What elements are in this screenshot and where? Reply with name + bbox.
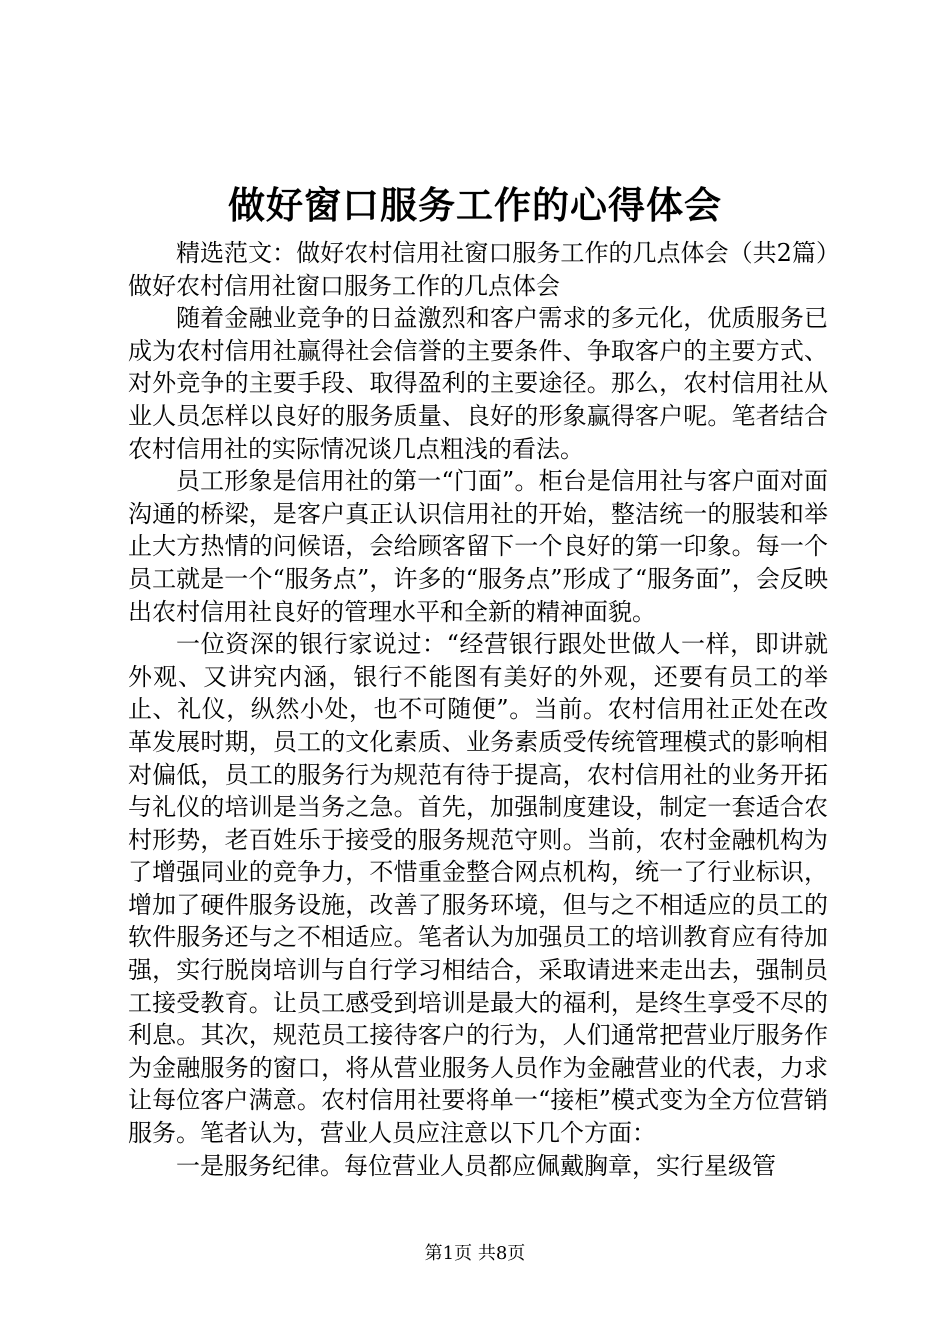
- document-body: [128, 237, 828, 1182]
- paragraph-employee-image: 员工形象是信用社的第一“门面”。柜台是信用社与客户面对面沟通的桥梁，是客户真正认识信用社的开始，整洁统一的服装和举止大方热情的问候语，会给顾客留下一个良好的第一印象。每一个员工就是一个“服务点”，许多的“服务点”形成了“服务面”，会反映出农村信用社良好的管理水平和全新的精神面貌。: [128, 467, 828, 626]
- document-title: 做好窗口服务工作的心得体会: [228, 183, 722, 227]
- page-footer: 第1页 共8页: [424, 1243, 526, 1264]
- paragraph-banker-quote: 一位资深的银行家说过：“经营银行跟处世做人一样，即讲就外观、又讲究内涵，银行不能图有美好的外观，还要有员工的举止、礼仪，纵然小处，也不可随便”。当前。农村信用社正处在改革发展时期，员工的文化素质、业务素质受传统管理模式的影响相对偏低，员工的服务行为规范有待于提高，农村信用社的业务开拓与礼仪的培训是当务之急。首先，加强制度建设，制定一套适合农村形势，老百姓乐于接受的服务规范守则。当前，农村金融机构为了增强同业的竞争力，不惜重金整合网点机构，统一了行业标识，增加了硬件服务设施，改善了服务环境，但与之不相适应的员工的软件服务还与之不相适应。笔者认为加强员工的培训教育应有待加强，实行脱岗培训与自行学习相结合，采取请进来走出去，强制员工接受教育。让员工感受到培训是最大的福利，是终生享受不尽的利息。其次，规范员工接待客户的行为，人们通常把营业厅服务作为金融服务的窗口，将从营业服务人员作为金融营业的代表，力求让每位客户满意。农村信用社要将单一“接柜”模式变为全方位营销服务。笔者认为，营业人员应注意以下几个方面：: [128, 630, 828, 1148]
- paragraph-background: 随着金融业竞争的日益激烈和客户需求的多元化，优质服务已成为农村信用社赢得社会信誉的主要条件、争取客户的主要方式、对外竞争的主要手段、取得盈利的主要途径。那么，农村信用社从业人员怎样以良好的服务质量、良好的形象赢得客户呢。笔者结合农村信用社的实际情况谈几点粗浅的看法。: [128, 304, 828, 463]
- paragraph-intro: 精选范文：做好农村信用社窗口服务工作的几点体会（共2篇）做好农村信用社窗口服务工作的几点体会: [128, 239, 828, 300]
- paragraph-service-discipline: 一是服务纪律。每位营业人员都应佩戴胸章，实行星级管: [176, 1151, 776, 1180]
